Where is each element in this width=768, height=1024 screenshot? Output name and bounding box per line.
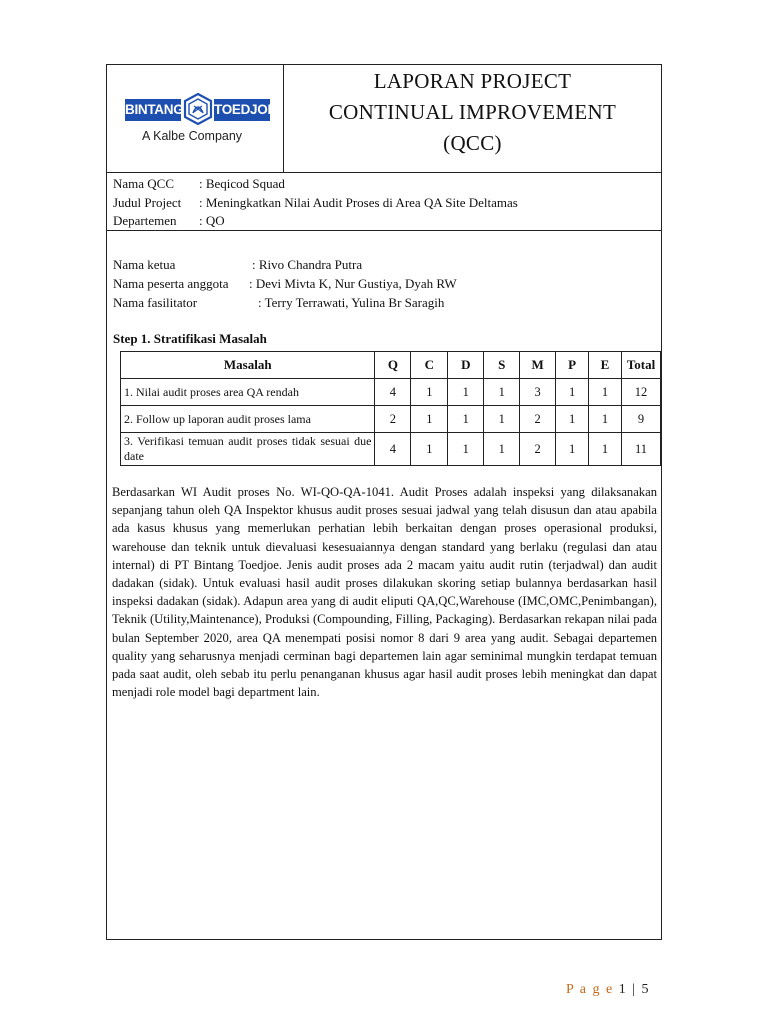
table-cell: 1 <box>556 406 589 433</box>
star-badge-icon <box>183 93 213 125</box>
table-header-row <box>121 352 661 379</box>
logo-band <box>125 99 277 121</box>
table-cell: 1 <box>484 406 520 433</box>
logo-tagline: A Kalbe Company <box>142 129 243 143</box>
header-s: S <box>484 352 520 379</box>
departemen-label: Departemen <box>113 213 177 228</box>
title-cell <box>284 65 661 172</box>
ketua-label: Nama ketua <box>113 257 176 272</box>
table-cell-total: 12 <box>621 379 660 406</box>
table-cell: 1 <box>411 433 448 466</box>
header-masalah: Masalah <box>121 352 375 379</box>
table-row <box>121 406 661 433</box>
nama-qcc-label: Nama QCC <box>113 176 175 191</box>
fasilitator-value: : Terry Terrawati, Yulina Br Saragih <box>258 295 445 310</box>
title-line-3: (QCC) <box>443 131 502 155</box>
table-row <box>121 379 661 406</box>
header-m: M <box>520 352 556 379</box>
info-row-nama-qcc <box>113 174 285 193</box>
header-d: D <box>448 352 484 379</box>
table-cell: 4 <box>375 379 411 406</box>
member-row-anggota <box>113 274 457 293</box>
report-header <box>107 65 661 173</box>
table-cell: 1 <box>589 406 622 433</box>
report-frame <box>106 64 662 940</box>
table-cell-problem: 2. Follow up laporan audit proses lama <box>121 406 375 433</box>
table-cell: 1 <box>448 433 484 466</box>
logo-cell <box>107 65 284 172</box>
nama-qcc-value: : Beqicod Squad <box>199 176 285 191</box>
table-row <box>121 433 661 466</box>
table-cell: 1 <box>448 406 484 433</box>
anggota-value: : Devi Mivta K, Nur Gustiya, Dyah RW <box>249 276 457 291</box>
header-p: P <box>556 352 589 379</box>
header-c: C <box>411 352 448 379</box>
body-paragraph: Berdasarkan WI Audit proses No. WI-QO-QA-1041. Audit Proses adalah inspeksi yang dilaksanakan sepanjang tahun oleh QA Inspektor khusus audit proses sesuai jadwal yang telah disusun dan atau apabila ada kasus khusus yang memerlukan perhatian lebih berkaitan dengan proses operasional produksi, warehouse dan teknik untuk dievaluasi kesesuaiannya dengan standard yang berlaku (regulasi dan atau internal) di PT Bintang Toedjoe. Jenis audit proses ada 2 macam yaitu audit rutin (terjadwal) dan audit dadakan (sidak). Untuk evaluasi hasil audit proses dilakukan skoring setiap bulannya berdasarkan hasil inspeksi dadakan (sidak). Adapun area yang di audit eliputi QA,QC,Warehouse (IMC,OMC,Penimbangan), Teknik (Utility,Maintenance), Produksi (Compounding, Filling, Packaging). Berdasarkan rekapan nilai pada bulan September 2020, area QA menempati posisi nomor 8 dari 9 area yang audit. Sebagai departemen quality yang seharusnya menjadi cerminan bagi departemen lain agar seminimal mungkin terdapat temuan pada saat audit, oleh sebab itu perlu penanganan khusus agar hasil audit proses lebih meningkat dan dapat menjadi role model bagi department lain. <box>112 485 657 700</box>
info-row-departemen <box>113 211 225 230</box>
stratification-table <box>120 351 661 466</box>
table-cell: 1 <box>556 433 589 466</box>
step-title: Step 1. Stratifikasi Masalah <box>113 331 267 346</box>
table-cell: 2 <box>520 406 556 433</box>
table-cell: 2 <box>520 433 556 466</box>
title-line-1: LAPORAN PROJECT <box>373 69 572 93</box>
info-row-judul <box>113 193 518 212</box>
table-cell-total: 11 <box>621 433 660 466</box>
table-cell-total: 9 <box>621 406 660 433</box>
departemen-value: : QO <box>199 213 225 228</box>
table-cell: 1 <box>411 406 448 433</box>
table-cell: 1 <box>411 379 448 406</box>
header-e: E <box>589 352 622 379</box>
table-cell-problem: 3. Verifikasi temuan audit proses tidak sesuai due date <box>121 433 375 466</box>
table-cell: 1 <box>484 433 520 466</box>
ketua-value: : Rivo Chandra Putra <box>252 257 363 272</box>
table-cell: 1 <box>448 379 484 406</box>
logo-brand-left: BINTANG <box>125 99 181 121</box>
company-logo <box>125 93 277 153</box>
page-number: 1 | 5 <box>618 982 651 997</box>
table-cell: 1 <box>556 379 589 406</box>
judul-label: Judul Project <box>113 195 182 210</box>
table-cell: 1 <box>589 379 622 406</box>
anggota-label: Nama peserta anggota <box>113 276 229 291</box>
table-cell: 3 <box>520 379 556 406</box>
table-cell-problem: 1. Nilai audit proses area QA rendah <box>121 379 375 406</box>
logo-brand-right: TOEDJOE <box>214 99 270 121</box>
judul-value: : Meningkatkan Nilai Audit Proses di Area QA Site Deltamas <box>199 195 518 210</box>
page-label: P a g e <box>566 982 614 997</box>
title-line-2: CONTINUAL IMPROVEMENT <box>328 100 617 124</box>
table-cell: 2 <box>375 406 411 433</box>
header-total: Total <box>621 352 660 379</box>
page-footer <box>566 982 650 998</box>
table-cell: 1 <box>589 433 622 466</box>
project-info <box>107 173 661 231</box>
member-row-fasilitator <box>113 293 444 312</box>
header-q: Q <box>375 352 411 379</box>
fasilitator-label: Nama fasilitator <box>113 295 198 310</box>
table-cell: 1 <box>484 379 520 406</box>
table-cell: 4 <box>375 433 411 466</box>
member-row-ketua <box>113 255 362 274</box>
